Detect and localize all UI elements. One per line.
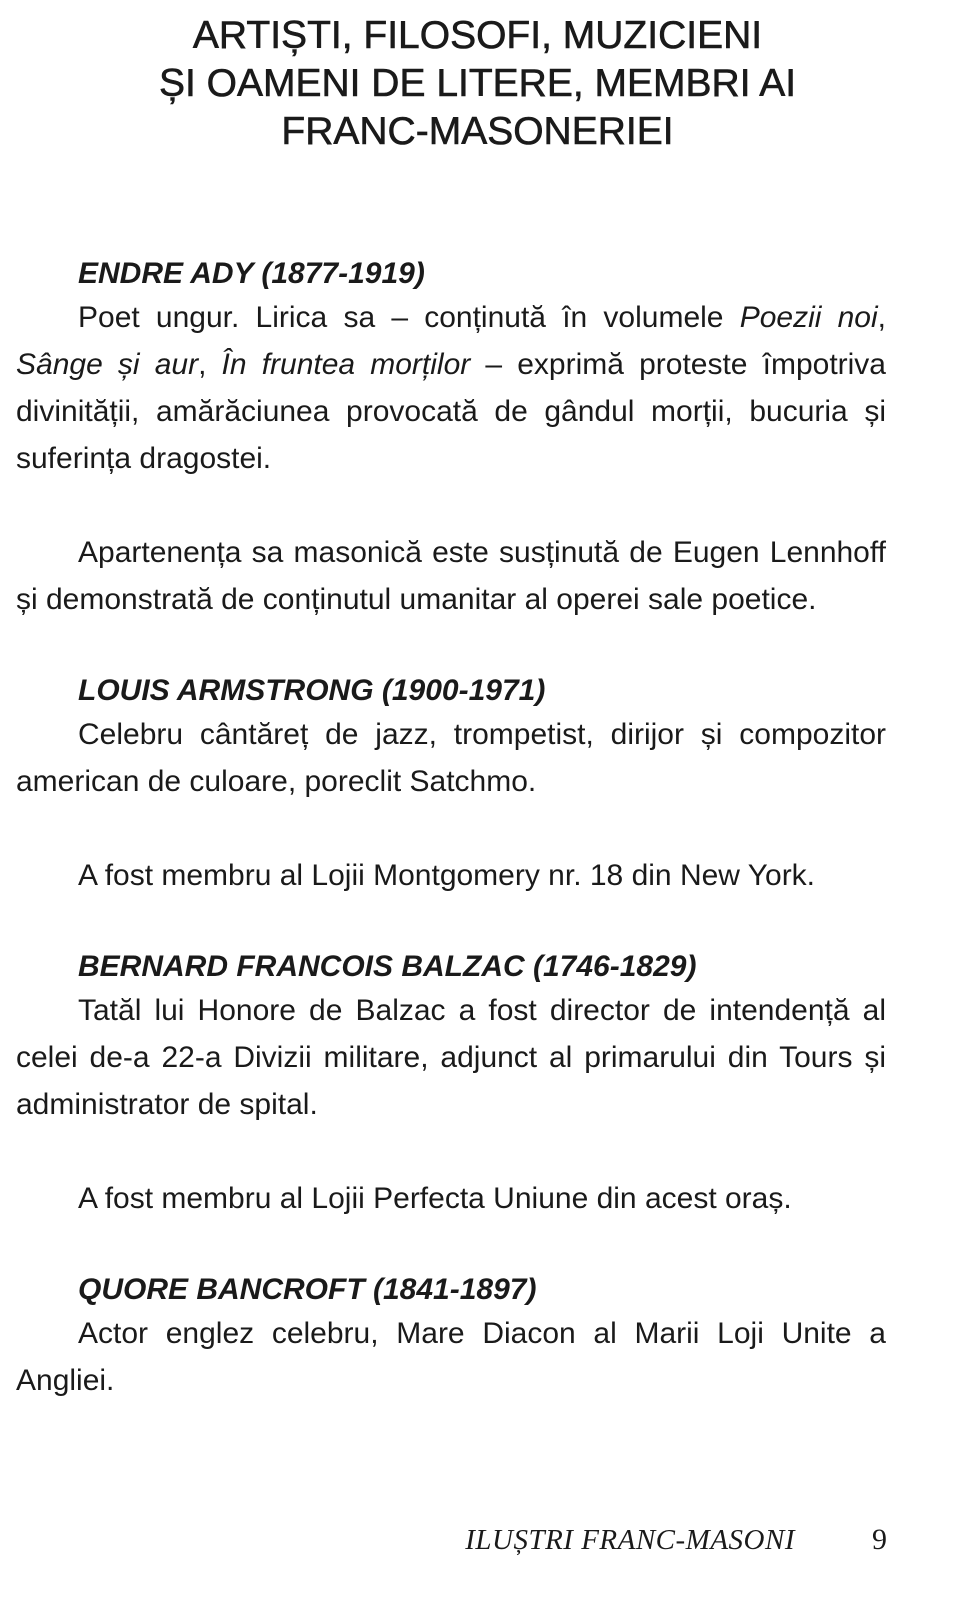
entry-paragraph [16,852,886,899]
entry-paragraph [16,294,886,482]
entry-paragraph [16,711,886,805]
work-title: Poezii noi [739,301,878,334]
entry-paragraph [16,987,886,1128]
paragraph-text: Poet ungur. Lirica sa – conținută în volumele [78,301,740,334]
biography-entry [16,947,886,1222]
page-number: 9 [872,1523,887,1556]
entry-heading: QUORE BANCROFT (1841-1897) [78,1273,537,1306]
page-footer [0,1516,955,1564]
work-title: În fruntea morților [221,348,471,381]
paragraph-text: , [198,348,222,381]
paragraph-text: Tatăl lui Honore de Balzac a fost director de intendență al celei de-a 22-a Divizii militare, adjunct al primarului din Tours și administrator de spital. [16,994,886,1121]
biography-entry [16,1270,886,1404]
work-title: Sânge și aur [16,348,199,381]
entry-paragraph [16,1310,886,1404]
entry-heading: BERNARD FRANCOIS BALZAC (1746-1829) [78,950,697,983]
chapter-title-line: ȘI OAMENI DE LITERE, MEMBRI AI [158,62,797,105]
paragraph-text: Actor englez celebru, Mare Diacon al Marii Loji Unite a Angliei. [16,1317,886,1397]
biography-entry [16,254,886,623]
entry-heading: LOUIS ARMSTRONG (1900-1971) [78,674,546,707]
paragraph-text: – exprimă proteste împotriva divinității, amărăciunea provocată de gândul morții, bucuria și suferința dragostei. [16,348,886,475]
entry-paragraph [16,529,886,623]
biography-entry [16,671,886,899]
paragraph-text: A fost membru al Lojii Montgomery nr. 18 din New York. [78,859,816,892]
entry-paragraph [16,1175,886,1222]
chapter-title [0,12,955,156]
paragraph-text: Apartenența sa masonică este susținută de Eugen Lennhoff și demonstrată de conținutul umanitar al operei sale poetice. [16,536,886,616]
paragraph-text: A fost membru al Lojii Perfecta Uniune din acest oraș. [78,1182,792,1215]
paragraph-text: , [877,301,886,334]
chapter-title-line: FRANC-MASONERIEI [281,110,674,153]
running-title: ILUȘTRI FRANC-MASONI [465,1524,795,1556]
biography-entries [16,254,886,1404]
paragraph-text: Celebru cântăreț de jazz, trompetist, dirijor și compozitor american de culoare, poreclit Satchmo. [16,718,886,798]
entry-heading: ENDRE ADY (1877-1919) [78,257,425,290]
chapter-title-line: ARTIȘTI, FILOSOFI, MUZICIENI [192,14,763,57]
